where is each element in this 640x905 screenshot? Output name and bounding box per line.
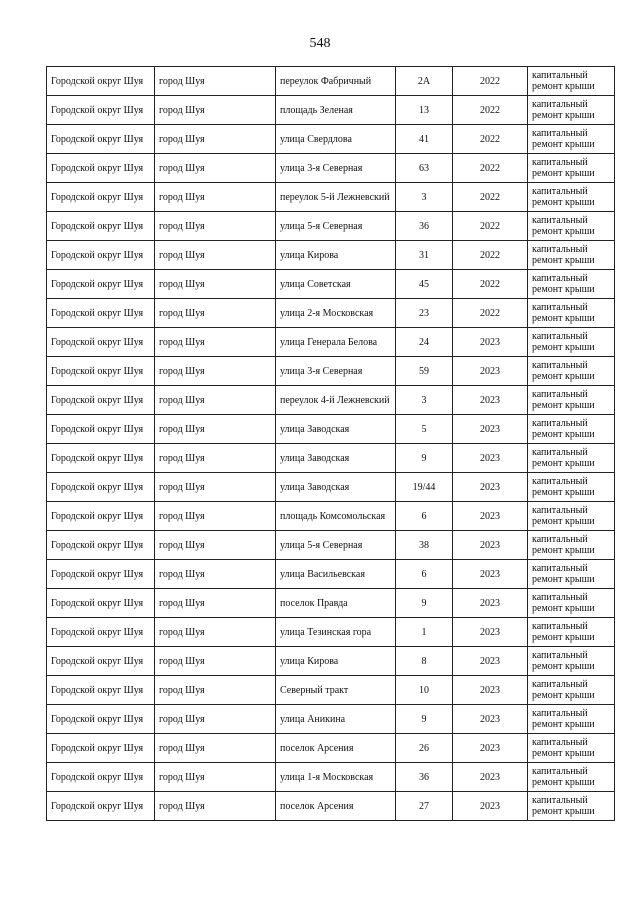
cell-year: 2023 [453, 473, 528, 502]
cell-district: Городской округ Шуя [47, 415, 155, 444]
cell-city: город Шуя [155, 96, 276, 125]
table-row [47, 154, 615, 183]
cell-street: улица Советская [276, 270, 396, 299]
cell-work-type: капитальный ремонт крыши [528, 676, 615, 705]
cell-house-number: 31 [396, 241, 453, 270]
cell-district: Городской округ Шуя [47, 212, 155, 241]
cell-year: 2022 [453, 67, 528, 96]
table-row [47, 792, 615, 821]
cell-district: Городской округ Шуя [47, 676, 155, 705]
cell-street: улица Кирова [276, 647, 396, 676]
cell-city: город Шуя [155, 589, 276, 618]
cell-year: 2023 [453, 734, 528, 763]
cell-city: город Шуя [155, 67, 276, 96]
cell-year: 2022 [453, 96, 528, 125]
cell-house-number: 36 [396, 763, 453, 792]
cell-city: город Шуя [155, 705, 276, 734]
cell-year: 2022 [453, 299, 528, 328]
cell-city: город Шуя [155, 560, 276, 589]
cell-house-number: 38 [396, 531, 453, 560]
cell-house-number: 24 [396, 328, 453, 357]
cell-street: улица Заводская [276, 444, 396, 473]
cell-work-type: капитальный ремонт крыши [528, 67, 615, 96]
table-row [47, 676, 615, 705]
table-row [47, 125, 615, 154]
cell-year: 2023 [453, 386, 528, 415]
cell-house-number: 63 [396, 154, 453, 183]
table-row [47, 531, 615, 560]
table-body [47, 67, 615, 821]
cell-street: улица Генерала Белова [276, 328, 396, 357]
table-row [47, 183, 615, 212]
cell-street: переулок 5-й Лежневский [276, 183, 396, 212]
cell-work-type: капитальный ремонт крыши [528, 444, 615, 473]
cell-year: 2022 [453, 212, 528, 241]
cell-city: город Шуя [155, 763, 276, 792]
cell-district: Городской округ Шуя [47, 502, 155, 531]
cell-house-number: 26 [396, 734, 453, 763]
table-row [47, 328, 615, 357]
cell-house-number: 9 [396, 705, 453, 734]
cell-city: город Шуя [155, 473, 276, 502]
cell-district: Городской округ Шуя [47, 734, 155, 763]
cell-house-number: 59 [396, 357, 453, 386]
cell-work-type: капитальный ремонт крыши [528, 415, 615, 444]
table-row [47, 299, 615, 328]
cell-district: Городской округ Шуя [47, 618, 155, 647]
cell-house-number: 3 [396, 386, 453, 415]
cell-work-type: капитальный ремонт крыши [528, 241, 615, 270]
cell-work-type: капитальный ремонт крыши [528, 299, 615, 328]
cell-work-type: капитальный ремонт крыши [528, 734, 615, 763]
cell-work-type: капитальный ремонт крыши [528, 386, 615, 415]
cell-work-type: капитальный ремонт крыши [528, 560, 615, 589]
cell-street: улица Васильевская [276, 560, 396, 589]
cell-house-number: 5 [396, 415, 453, 444]
cell-work-type: капитальный ремонт крыши [528, 473, 615, 502]
cell-city: город Шуя [155, 154, 276, 183]
cell-work-type: капитальный ремонт крыши [528, 589, 615, 618]
cell-district: Городской округ Шуя [47, 647, 155, 676]
cell-work-type: капитальный ремонт крыши [528, 154, 615, 183]
cell-house-number: 2А [396, 67, 453, 96]
cell-house-number: 9 [396, 589, 453, 618]
table-row [47, 444, 615, 473]
cell-house-number: 3 [396, 183, 453, 212]
cell-house-number: 45 [396, 270, 453, 299]
table-row [47, 502, 615, 531]
cell-district: Городской округ Шуя [47, 357, 155, 386]
cell-street: улица Тезинская гора [276, 618, 396, 647]
cell-city: город Шуя [155, 444, 276, 473]
cell-district: Городской округ Шуя [47, 473, 155, 502]
cell-district: Городской округ Шуя [47, 705, 155, 734]
cell-work-type: капитальный ремонт крыши [528, 183, 615, 212]
cell-district: Городской округ Шуя [47, 299, 155, 328]
cell-district: Городской округ Шуя [47, 241, 155, 270]
cell-house-number: 41 [396, 125, 453, 154]
cell-house-number: 27 [396, 792, 453, 821]
cell-district: Городской округ Шуя [47, 154, 155, 183]
cell-city: город Шуя [155, 357, 276, 386]
cell-district: Городской округ Шуя [47, 444, 155, 473]
cell-city: город Шуя [155, 241, 276, 270]
cell-district: Городской округ Шуя [47, 560, 155, 589]
cell-house-number: 13 [396, 96, 453, 125]
cell-house-number: 6 [396, 502, 453, 531]
cell-street: улица 5-я Северная [276, 212, 396, 241]
table-row [47, 212, 615, 241]
cell-district: Городской округ Шуя [47, 270, 155, 299]
table-row [47, 473, 615, 502]
cell-street: улица Свердлова [276, 125, 396, 154]
cell-year: 2022 [453, 241, 528, 270]
cell-district: Городской округ Шуя [47, 763, 155, 792]
cell-house-number: 19/44 [396, 473, 453, 502]
table-row [47, 96, 615, 125]
cell-city: город Шуя [155, 531, 276, 560]
cell-city: город Шуя [155, 792, 276, 821]
cell-street: улица Кирова [276, 241, 396, 270]
cell-work-type: капитальный ремонт крыши [528, 212, 615, 241]
cell-work-type: капитальный ремонт крыши [528, 502, 615, 531]
cell-street: площадь Зеленая [276, 96, 396, 125]
cell-city: город Шуя [155, 734, 276, 763]
cell-year: 2023 [453, 705, 528, 734]
cell-street: улица 5-я Северная [276, 531, 396, 560]
table-row [47, 560, 615, 589]
cell-city: город Шуя [155, 212, 276, 241]
cell-district: Городской округ Шуя [47, 531, 155, 560]
cell-year: 2022 [453, 154, 528, 183]
cell-year: 2023 [453, 589, 528, 618]
table-row [47, 618, 615, 647]
cell-year: 2023 [453, 357, 528, 386]
cell-work-type: капитальный ремонт крыши [528, 270, 615, 299]
cell-street: улица Заводская [276, 415, 396, 444]
cell-year: 2023 [453, 560, 528, 589]
cell-house-number: 9 [396, 444, 453, 473]
table-row [47, 734, 615, 763]
cell-work-type: капитальный ремонт крыши [528, 647, 615, 676]
cell-city: город Шуя [155, 183, 276, 212]
cell-year: 2022 [453, 183, 528, 212]
cell-street: улица 2-я Московская [276, 299, 396, 328]
cell-street: Северный тракт [276, 676, 396, 705]
cell-year: 2023 [453, 502, 528, 531]
cell-street: улица 3-я Северная [276, 154, 396, 183]
page-number: 548 [309, 36, 331, 51]
cell-city: город Шуя [155, 328, 276, 357]
cell-work-type: капитальный ремонт крыши [528, 328, 615, 357]
cell-year: 2023 [453, 676, 528, 705]
cell-street: поселок Арсения [276, 792, 396, 821]
table-row [47, 270, 615, 299]
cell-year: 2023 [453, 444, 528, 473]
cell-district: Городской округ Шуя [47, 589, 155, 618]
cell-district: Городской округ Шуя [47, 67, 155, 96]
cell-street: поселок Правда [276, 589, 396, 618]
table-row [47, 589, 615, 618]
table-row [47, 705, 615, 734]
cell-year: 2023 [453, 328, 528, 357]
cell-work-type: капитальный ремонт крыши [528, 792, 615, 821]
cell-street: улица Заводская [276, 473, 396, 502]
cell-house-number: 6 [396, 560, 453, 589]
cell-city: город Шуя [155, 415, 276, 444]
cell-city: город Шуя [155, 386, 276, 415]
cell-district: Городской округ Шуя [47, 386, 155, 415]
cell-street: улица Аникина [276, 705, 396, 734]
table-row [47, 67, 615, 96]
cell-city: город Шуя [155, 270, 276, 299]
cell-district: Городской округ Шуя [47, 328, 155, 357]
cell-district: Городской округ Шуя [47, 125, 155, 154]
repair-schedule-table [46, 66, 615, 821]
cell-house-number: 23 [396, 299, 453, 328]
cell-work-type: капитальный ремонт крыши [528, 705, 615, 734]
cell-year: 2023 [453, 647, 528, 676]
cell-year: 2023 [453, 415, 528, 444]
cell-work-type: капитальный ремонт крыши [528, 763, 615, 792]
cell-district: Городской округ Шуя [47, 792, 155, 821]
cell-street: улица 1-я Московская [276, 763, 396, 792]
cell-district: Городской округ Шуя [47, 96, 155, 125]
cell-year: 2023 [453, 792, 528, 821]
cell-city: город Шуя [155, 502, 276, 531]
cell-year: 2023 [453, 618, 528, 647]
table-row [47, 647, 615, 676]
cell-year: 2023 [453, 531, 528, 560]
table-row [47, 241, 615, 270]
cell-work-type: капитальный ремонт крыши [528, 618, 615, 647]
cell-work-type: капитальный ремонт крыши [528, 125, 615, 154]
cell-year: 2023 [453, 763, 528, 792]
cell-city: город Шуя [155, 125, 276, 154]
cell-work-type: капитальный ремонт крыши [528, 531, 615, 560]
cell-city: город Шуя [155, 647, 276, 676]
cell-house-number: 10 [396, 676, 453, 705]
table-row [47, 415, 615, 444]
cell-street: поселок Арсения [276, 734, 396, 763]
table-row [47, 763, 615, 792]
cell-street: переулок 4-й Лежневский [276, 386, 396, 415]
table-row [47, 386, 615, 415]
table-row [47, 357, 615, 386]
cell-work-type: капитальный ремонт крыши [528, 96, 615, 125]
cell-city: город Шуя [155, 618, 276, 647]
cell-work-type: капитальный ремонт крыши [528, 357, 615, 386]
cell-city: город Шуя [155, 299, 276, 328]
cell-house-number: 8 [396, 647, 453, 676]
cell-district: Городской округ Шуя [47, 183, 155, 212]
cell-street: переулок Фабричный [276, 67, 396, 96]
cell-house-number: 1 [396, 618, 453, 647]
cell-house-number: 36 [396, 212, 453, 241]
cell-year: 2022 [453, 125, 528, 154]
cell-street: улица 3-я Северная [276, 357, 396, 386]
cell-city: город Шуя [155, 676, 276, 705]
cell-year: 2022 [453, 270, 528, 299]
cell-street: площадь Комсомольская [276, 502, 396, 531]
